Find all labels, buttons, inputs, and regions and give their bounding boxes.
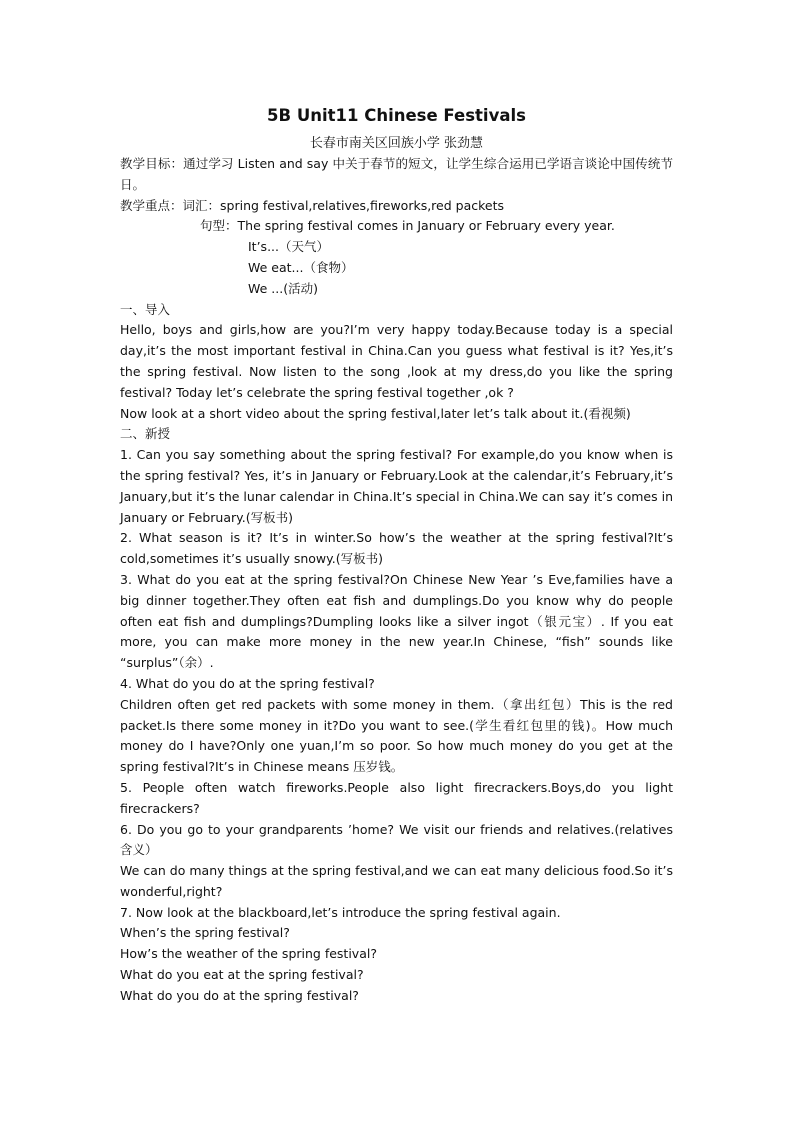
author-line: 长春市南关区回族小学 张劲慧 <box>309 136 484 151</box>
focus-vocab: spring festival,relatives,fireworks,red packets <box>220 197 505 213</box>
pattern-row <box>120 216 673 237</box>
pattern-2: It’s...（天气） <box>248 239 329 255</box>
question-1: When’s the spring festival? <box>120 925 290 941</box>
teaching-focus-row <box>120 196 673 217</box>
pattern-3: We eat...（食物） <box>248 259 354 275</box>
focus-label: 教学重点：词汇： <box>120 197 221 213</box>
list-item-5: 5. People often watch fireworks.People also light firecrackers.Boys,do you light firecrackers? <box>120 779 673 816</box>
teaching-goal: 教学目标：通过学习 Listen and say 中关于春节的短文，让学生综合运用已学语言谈论中国传统节日。 <box>120 156 673 192</box>
document-body <box>120 104 673 1007</box>
page-title: 5B Unit11 Chinese Festivals <box>267 106 526 125</box>
section-heading-intro: 一、导入 <box>120 301 171 317</box>
pattern-label: 句型： <box>200 218 238 234</box>
list-item-4-detail: Children often get red packets with some money in them.（拿出红包）This is the red packet.Is there some money in it?Do you want to see.(学生看红包里的钱)。How much money do I have?Only one yuan,I’m so poor. So how much money do you get at the spring festival?It’s in Chinese means 压岁钱。 <box>120 696 673 775</box>
pattern-1: The spring festival comes in January or February every year. <box>237 218 615 234</box>
question-3: What do you eat at the spring festival? <box>120 967 364 983</box>
intro-paragraph-2: Now look at a short video about the spring festival,later let’s talk about it.(看视频) <box>120 405 631 421</box>
question-2: How’s the weather of the spring festival? <box>120 946 377 962</box>
list-item-6-detail: We can do many things at the spring festival,and we can eat many delicious food.So it’s wonderful,right? <box>120 863 673 899</box>
list-item-4: 4. What do you do at the spring festival? <box>120 675 375 691</box>
pattern-4: We ...(活动) <box>248 280 318 296</box>
intro-paragraph-1: Hello, boys and girls,how are you?I’m very happy today.Because today is a special day,it’s the most important festival in China.Can you guess what festival is it? Yes,it’s the spring festival. Now listen to the song ,look at my dress,do you like the spring festival? Today let’s celebrate the spring festival together ,ok ? <box>120 322 673 400</box>
list-item-2: 2. What season is it? It’s in winter.So how’s the weather at the spring festival?It’s cold,sometimes it’s usually snowy.(写板书) <box>120 530 673 567</box>
list-item-6: 6. Do you go to your grandparents ’home? We visit our friends and relatives.(relatives 含义） <box>120 821 673 858</box>
section-heading-new: 二、新授 <box>120 426 171 442</box>
list-item-3: 3. What do you eat at the spring festival?On Chinese New Year ’s Eve,families have a big dinner together.They often eat fish and dumplings.Do you know why do people often eat fish and dumplings?Dumpling looks like a silver ingot（银元宝）. If you eat more, you can make more money in the new year.In Chinese, “fish” sounds like “surplus”（余）. <box>120 571 673 671</box>
question-4: What do you do at the spring festival? <box>120 987 359 1003</box>
list-item-7: 7. Now look at the blackboard,let’s introduce the spring festival again. <box>120 904 561 920</box>
list-item-1: 1. Can you say something about the spring festival? For example,do you know when is the spring festival? Yes, it’s in January or February.Look at the calendar,it’s February,it’s January,but it’s the lunar calendar in China.It’s special in China.We can say it’s comes in January or February.(写板书) <box>120 447 673 525</box>
